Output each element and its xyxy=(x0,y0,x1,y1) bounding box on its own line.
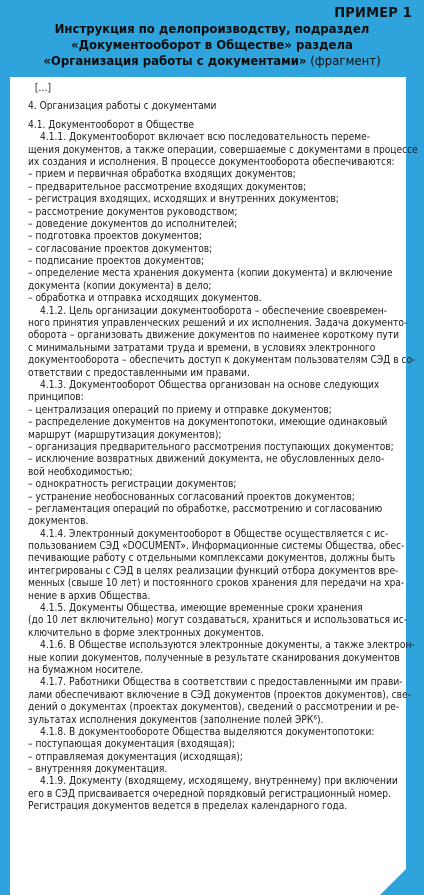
document-line: документов. xyxy=(28,515,89,528)
document-line: – устранение необоснованных согласований проектов документов; xyxy=(28,490,355,503)
document-line: 4.1.6. В Обществе используются электронные документы, а также электрон- xyxy=(40,639,415,652)
document-line: принципов: xyxy=(28,391,84,404)
heading-line-3-tail: (фрагмент) xyxy=(306,53,381,68)
document-line: 4.1.2. Цель организации документооборота – обеспечение своевремен- xyxy=(40,304,387,317)
document-heading xyxy=(15,21,409,69)
document-line: – прием и первичная обработка входящих документов; xyxy=(28,168,296,181)
document-sheet xyxy=(10,77,418,895)
document-line: – однократность регистрации документов; xyxy=(28,478,237,491)
document-line: с минимальными затратами труда и времени, в условиях электронного xyxy=(28,341,376,354)
document-line: 4.1.3. Документооборот Общества организован на основе следующих xyxy=(40,378,380,391)
document-line: – централизация операций по приему и отправке документов; xyxy=(28,403,332,416)
folded-corner xyxy=(380,869,406,895)
document-line: – регламентация операций по обработке, рассмотрению и согласованию xyxy=(28,502,383,515)
document-line: 4.1.7. Работники Общества в соответствии с предоставленными им прави- xyxy=(40,676,403,689)
document-line: – распределение документов на документопотоки, имеющие одинаковый xyxy=(28,416,388,429)
document-line: ного принятия управленческих решений и их исполнения. Задача документо- xyxy=(28,317,408,330)
document-line: лами обеспечивают включение в СЭД документов (проектов документов), све- xyxy=(28,688,411,701)
document-line: 4.1.9. Документу (входящему, исходящему, внутреннему) при включении xyxy=(40,775,398,788)
document-line: документа (копии документа) в дело; xyxy=(28,279,212,292)
document-line: оборота – организовать движение документов по наименее короткому пути xyxy=(28,329,400,342)
document-line: – организация предварительного рассмотрения поступающих документов; xyxy=(28,440,394,453)
document-line: его в СЭД присваивается очередной порядковый регистрационный номер. xyxy=(28,787,391,800)
document-line: (до 10 лет включительно) могут создаваться, храниться и использоваться ис- xyxy=(28,614,408,627)
document-line: – подготовка проектов документов; xyxy=(28,230,202,243)
heading-line-1: Инструкция по делопроизводству, подраздел xyxy=(54,21,370,36)
document-line: 4.1.5. Документы Общества, имеющие временные сроки хранения xyxy=(40,602,363,615)
document-line: их создания и исполнения. В процессе документооборота обеспечиваются: xyxy=(28,155,395,168)
document-line: – регистрация входящих, исходящих и внутренних документов; xyxy=(28,193,339,206)
document-line: печивающие работу с отдельными комплексами документов, должны быть xyxy=(28,552,396,565)
document-line: – внутренняя документация. xyxy=(28,763,168,776)
document-line: маршрут (маршрутизация документов); xyxy=(28,428,222,441)
document-line: менных (свыше 10 лет) и постоянного сроков хранения для передачи на хра- xyxy=(28,577,405,590)
heading-line-3-bold: «Организация работы с документами» xyxy=(43,53,307,68)
document-line: нение в архив Общества. xyxy=(28,589,151,602)
document-line: 4.1.4. Электронный документооборот в Обществе осуществляется с ис- xyxy=(40,527,389,540)
document-line: […] xyxy=(34,82,52,94)
document-line: – рассмотрение документов руководством; xyxy=(28,205,238,218)
document-line: – обработка и отправка исходящих документов. xyxy=(28,292,262,305)
document-line: на бумажном носителе. xyxy=(28,663,144,676)
document-line: ответствии с предоставленными им правами. xyxy=(28,366,250,379)
document-line: пользованием СЭД «DOCUMENT». Информационные системы Общества, обес- xyxy=(28,540,405,553)
document-body xyxy=(28,82,418,813)
document-line: – согласование проектов документов; xyxy=(28,242,213,255)
document-line: – подписание проектов документов; xyxy=(28,255,205,268)
document-line: – доведение документов до исполнителей; xyxy=(28,217,238,230)
document-line: документооборота – обеспечить доступ к документам пользователям СЭД в со- xyxy=(28,354,416,367)
document-line: 4.1. Документооборот в Обществе xyxy=(28,118,195,131)
heading-line-2: «Документооборот в Обществе» раздела xyxy=(71,37,353,52)
document-line: 4.1.8. В документообороте Общества выделяются документопотоки: xyxy=(40,725,375,738)
document-line: зультатах исполнения документов (заполнение полей ЭРК⁶). xyxy=(28,713,324,726)
document-line: Регистрация документов ведется в пределах календарного года. xyxy=(28,800,348,813)
example-badge: ПРИМЕР 1 xyxy=(334,6,412,21)
document-line: – предварительное рассмотрение входящих документов; xyxy=(28,180,307,193)
document-line: 4.1.1. Документооборот включает всю последовательность переме- xyxy=(40,131,371,144)
document-line: щения документов, а также операции, совершаемые с документами в процессе xyxy=(28,143,418,156)
document-line: – исключение возвратных движений документа, не обусловленных делo- xyxy=(28,453,385,466)
document-line: ключительно в форме электронных документов. xyxy=(28,626,264,639)
heading-line-3 xyxy=(15,53,409,69)
document-line: – отправляемая документация (исходящая); xyxy=(28,750,243,763)
document-line: вой необходимостью; xyxy=(28,465,133,478)
document-line: интегрированы с СЭД в целях реализации функций отбора документов вре- xyxy=(28,564,399,577)
document-line: 4. Организация работы с документами xyxy=(28,100,217,113)
document-line: ные копии документов, полученные в результате сканирования документов xyxy=(28,651,400,664)
document-line: дений о документах (проектах документов), сведений о рассмотрении и ре- xyxy=(28,701,400,714)
document-line: – поступающая документация (входящая); xyxy=(28,738,235,751)
document-line: – определение места хранения документа (копии документа) и включение xyxy=(28,267,393,280)
